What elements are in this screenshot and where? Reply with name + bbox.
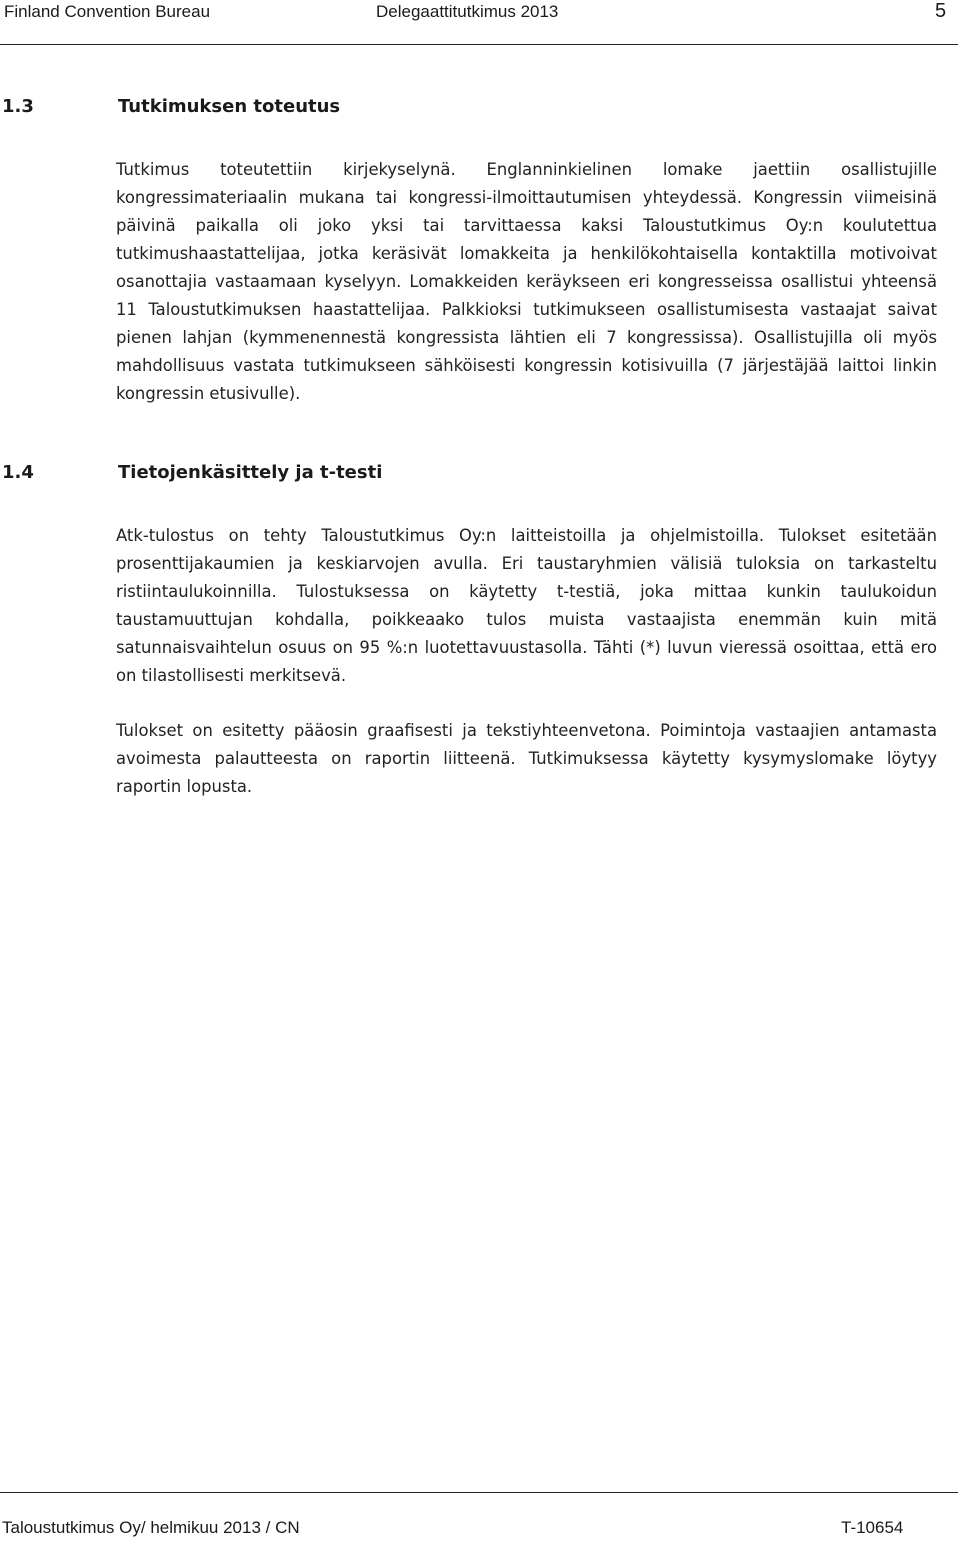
footer-divider <box>0 1492 958 1493</box>
section-title: Tutkimuksen toteutus <box>118 96 341 117</box>
section-heading-1-4 <box>0 462 382 483</box>
body-paragraph: Tutkimus toteutettiin kirjekyselynä. Englanninkielinen lomake jaettiin osallistujille kongressimateriaalin mukana tai kongressi-ilmoittautumisen yhteydessä. Kongressin viimeisinä päivinä paikalla oli joko yksi tai tarvittaessa kaksi Taloustutkimus Oy:n koulutettua tutkimushaastattelijaa, jotka keräsivät lomakkeita ja henkilökohtaisella kontaktilla motivoivat osanottajia vastaamaan kyselyyn. Lomakkeiden keräykseen eri kongresseissa osallistui yhteensä 11 Taloustutkimuksen haastattelijaa. Palkkioksi tutkimukseen osallistumisesta vastaajat saivat pienen lahjan (kymmenennestä kongressista lähtien eli 7 kongressissa). Osallistujilla oli myös mahdollisuus vastata tutkimukseen sähköisesti kongressin kotisivuilla (7 järjestäjää laittoi linkin kongressin etusivulle). <box>116 160 937 403</box>
footer-company-date: Taloustutkimus Oy/ helmikuu 2013 / CN <box>2 1518 300 1537</box>
section-title: Tietojenkäsittely ja t-testi <box>118 462 383 483</box>
section-heading-1-3 <box>0 96 340 117</box>
body-paragraph: Tulokset on esitetty pääosin graafisesti ja tekstiyhteenvetona. Poimintoja vastaajien antamasta avoimesta palautteesta on raportin liitteenä. Tutkimuksessa käytetty kysymyslomake löytyy raportin lopusta. <box>116 721 937 796</box>
page-number: 5 <box>935 0 947 22</box>
footer-project-code: T-10654 <box>841 1518 904 1537</box>
section-number: 1.4 <box>2 462 34 483</box>
page-header <box>0 0 960 46</box>
header-report-title: Delegaattitutkimus 2013 <box>376 2 559 21</box>
header-divider <box>0 44 958 45</box>
section-number: 1.3 <box>2 96 34 117</box>
header-organization: Finland Convention Bureau <box>4 2 211 21</box>
body-paragraph: Atk-tulostus on tehty Taloustutkimus Oy:n laitteistoilla ja ohjelmistoilla. Tulokset esitetään prosenttijakaumien ja keskiarvojen avulla. Eri taustaryhmien välisiä tuloksia on tarkasteltu ristiintaulukoinnilla. Tulostuksessa on käytetty t-testiä, joka mittaa kunkin taulukoidun taustamuuttujan kohdalla, poikkeaako tulos muista vastaajista enemmän kuin mitä satunnaisvaihtelun osuus on 95 %:n luotettavuustasolla. Tähti (*) luvun vieressä osoittaa, että ero on tilastollisesti merkitsevä. <box>116 526 937 685</box>
